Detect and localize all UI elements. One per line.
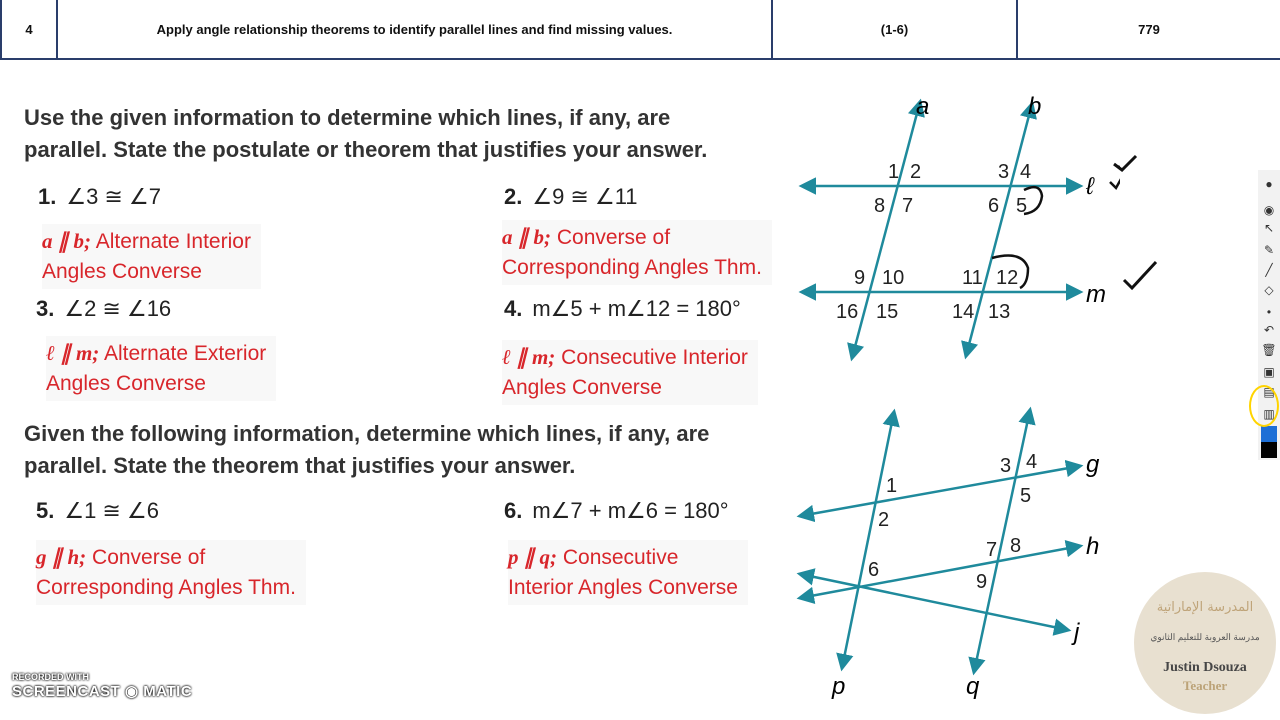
answer-1 <box>42 224 261 289</box>
cursor-highlight-ring <box>1249 385 1279 427</box>
problem-6-given: m∠7 + m∠6 = 180° <box>532 498 729 523</box>
pen-icon[interactable]: ✎ <box>1263 243 1275 257</box>
answer-6-reason-a: Consecutive <box>562 546 679 569</box>
color-blue-swatch[interactable] <box>1261 426 1277 442</box>
angle-4: 4 <box>1020 161 1032 183</box>
angle-9: 9 <box>854 267 866 289</box>
label-b: b <box>1028 93 1042 120</box>
angle-3: 3 <box>1000 455 1012 477</box>
angle-6: 6 <box>868 559 880 581</box>
answer-3-lines: ℓ ∥ m; <box>46 341 100 365</box>
problem-2-number: 2. <box>504 184 523 209</box>
angle-14: 14 <box>952 301 975 323</box>
angle-9: 9 <box>976 571 988 593</box>
section2-line2: parallel. State the theorem that justifies your answer. <box>24 453 576 478</box>
lightbulb-icon[interactable]: ● <box>1265 177 1273 191</box>
ink-checkmarks <box>1110 150 1170 310</box>
label-g: g <box>1086 451 1100 478</box>
problem-6-number: 6. <box>504 498 523 523</box>
answer-5-reason-a: Converse of <box>92 546 206 569</box>
answer-1-lines: a ∥ b; <box>42 229 91 253</box>
angle-12: 12 <box>996 267 1019 289</box>
angle-16: 16 <box>836 301 859 323</box>
header-objective: Apply angle relationship theorems to identify parallel lines and find missing values. <box>58 0 773 58</box>
answer-3-reason-a: Alternate Exterior <box>104 342 267 365</box>
answer-6-reason-b: Interior Angles Converse <box>508 576 738 599</box>
angle-5: 5 <box>1020 485 1032 507</box>
logo-teacher-name: Justin Dsouza <box>1163 660 1247 675</box>
undo-icon[interactable]: ↶ <box>1263 323 1275 337</box>
answer-5-reason-b: Corresponding Angles Thm. <box>36 576 296 599</box>
answer-4 <box>502 340 758 405</box>
eye-icon[interactable]: ◉ <box>1263 203 1275 217</box>
problem-5-number: 5. <box>36 498 55 523</box>
problem-5 <box>36 498 159 524</box>
header-number: 4 <box>0 0 58 58</box>
color-black-swatch[interactable] <box>1261 442 1277 458</box>
problem-4-number: 4. <box>504 296 523 321</box>
angle-7: 7 <box>902 195 914 217</box>
angle-13: 13 <box>988 301 1011 323</box>
answer-1-reason-a: Alternate Interior <box>95 230 251 253</box>
camera-icon[interactable]: ▣ <box>1263 365 1275 379</box>
angle-10: 10 <box>882 267 905 289</box>
check-mark-icon <box>1114 156 1136 170</box>
answer-4-reason-b: Angles Converse <box>502 376 662 399</box>
figure-2-transversals <box>790 398 1120 700</box>
problem-5-given: ∠1 ≅ ∠6 <box>64 498 159 523</box>
problem-1 <box>38 184 161 210</box>
eraser-icon[interactable]: ◇ <box>1264 283 1274 297</box>
problem-4 <box>504 296 741 322</box>
angle-1: 1 <box>886 475 898 497</box>
line-j <box>800 574 1068 630</box>
problem-3-given: ∠2 ≅ ∠16 <box>64 296 172 321</box>
objective-header-row <box>0 0 1280 60</box>
answer-4-lines: ℓ ∥ m; <box>502 345 556 369</box>
answer-6-lines: p ∥ q; <box>508 545 557 569</box>
save-icon[interactable]: ▥ <box>1263 407 1275 421</box>
answer-3 <box>46 336 276 401</box>
label-a: a <box>916 93 930 120</box>
problem-3 <box>36 296 171 322</box>
figure-1-parallel-lines <box>790 90 1120 370</box>
label-h: h <box>1086 533 1100 560</box>
problem-2-given: ∠9 ≅ ∠11 <box>532 184 638 209</box>
logo-teacher-role: Teacher <box>1182 678 1228 693</box>
angle-1: 1 <box>888 161 900 183</box>
line-g <box>800 466 1080 516</box>
angle-7: 7 <box>986 539 998 561</box>
angle-15: 15 <box>876 301 899 323</box>
answer-1-reason-b: Angles Converse <box>42 260 202 283</box>
line-h <box>800 546 1080 598</box>
section1-instructions <box>24 102 784 166</box>
line-p <box>842 412 894 668</box>
section1-line2: parallel. State the postulate or theorem that justifies your answer. <box>24 137 708 162</box>
angle-11: 11 <box>962 267 983 289</box>
watermark-brand: SCREENCAST ◉ MATIC <box>12 683 193 700</box>
screencast-watermark <box>12 672 192 700</box>
watermark-recorded: RECORDED WITH <box>12 672 89 682</box>
line-q <box>974 410 1030 672</box>
angle-3: 3 <box>998 161 1010 183</box>
problem-1-number: 1. <box>38 184 57 209</box>
camera-icon[interactable]: ▤ <box>1263 385 1275 399</box>
section2-line1: Given the following information, determine which lines, if any, are <box>24 421 710 446</box>
dot-icon[interactable]: • <box>1266 305 1272 319</box>
answer-3-reason-b: Angles Converse <box>46 372 206 395</box>
angle-8: 8 <box>874 195 886 217</box>
school-logo <box>1134 572 1276 714</box>
answer-4-reason-a: Consecutive Interior <box>561 346 748 369</box>
label-m: m <box>1086 281 1106 308</box>
problem-3-number: 3. <box>36 296 55 321</box>
answer-5-lines: g ∥ h; <box>36 545 87 569</box>
trash-icon[interactable]: 🗑 <box>1261 343 1277 357</box>
answer-2-reason-b: Corresponding Angles Thm. <box>502 256 762 279</box>
answer-6 <box>508 540 748 605</box>
line-icon[interactable]: ╱ <box>1265 263 1273 277</box>
angle-5: 5 <box>1016 195 1028 217</box>
problem-1-given: ∠3 ≅ ∠7 <box>66 184 161 209</box>
cursor-icon[interactable]: ↖ <box>1263 221 1275 235</box>
angle-8: 8 <box>1010 535 1022 557</box>
section2-instructions <box>24 418 784 482</box>
answer-2-lines: a ∥ b; <box>502 225 551 249</box>
angle-4: 4 <box>1026 451 1038 473</box>
problem-6 <box>504 498 729 524</box>
label-p: p <box>832 673 846 700</box>
problem-4-given: m∠5 + m∠12 = 180° <box>532 296 741 321</box>
problem-2 <box>504 184 638 210</box>
logo-school: مدرسة العروبة للتعليم الثانوي <box>1150 632 1260 642</box>
answer-5 <box>36 540 306 605</box>
angle-2: 2 <box>910 161 922 183</box>
logo-arabic: المدرسة الإماراتية <box>1156 600 1254 615</box>
angle-6: 6 <box>988 195 1000 217</box>
check-mark-icon <box>1124 262 1156 288</box>
angle-2: 2 <box>878 509 890 531</box>
label-q: q <box>966 673 980 700</box>
answer-2-reason-a: Converse of <box>556 226 671 249</box>
header-code: 779 <box>1138 21 1160 37</box>
label-j: j <box>1074 619 1080 646</box>
answer-2 <box>502 220 772 285</box>
section1-line1: Use the given information to determine which lines, if any, are <box>24 105 671 130</box>
label-l: ℓ <box>1086 173 1094 200</box>
header-range: (1-6) <box>773 0 1018 58</box>
